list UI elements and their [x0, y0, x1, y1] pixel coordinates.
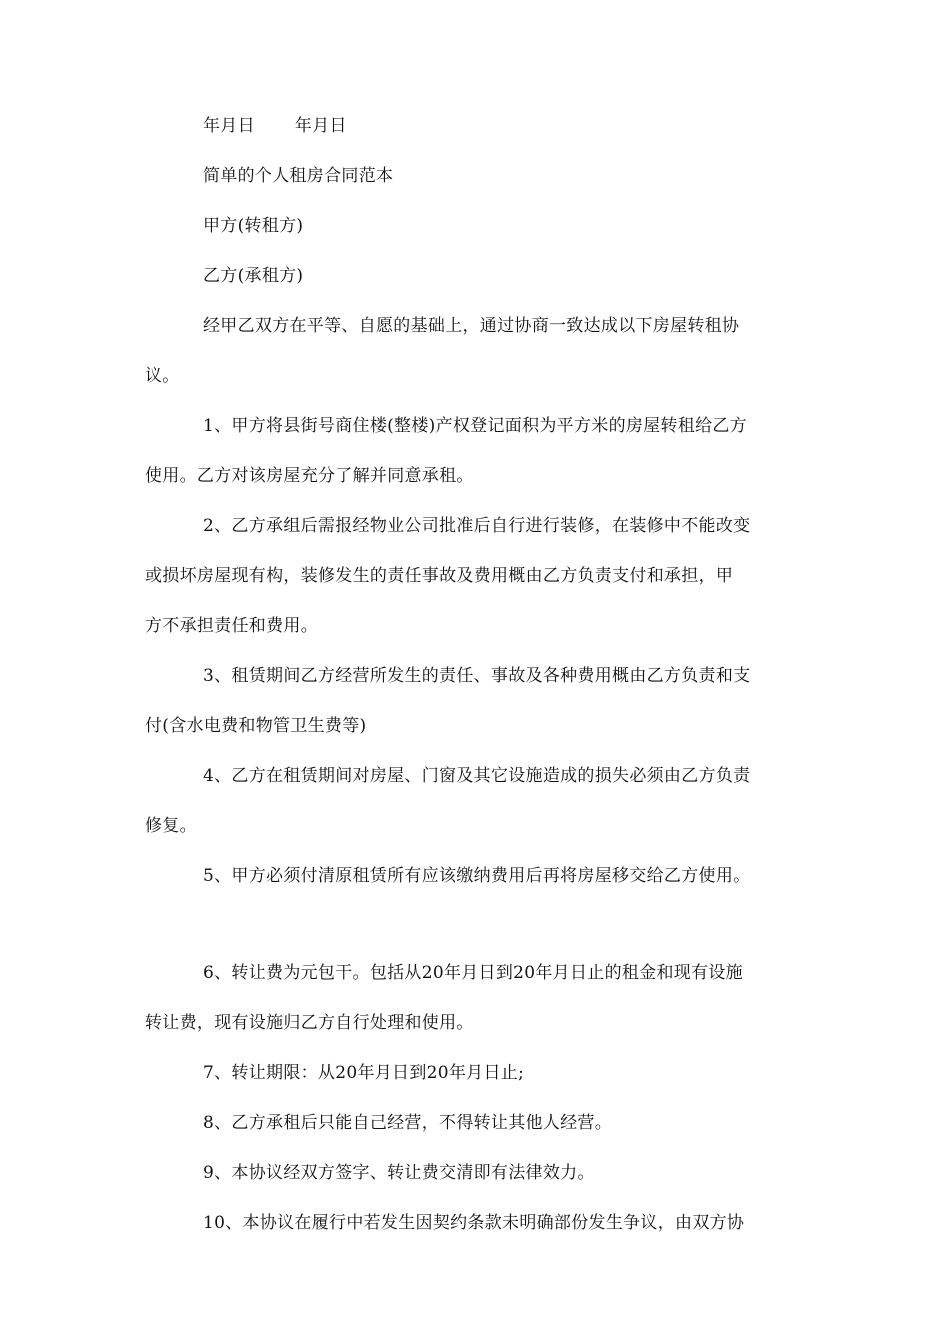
clause-8-line-1: 8、乙方承租后只能自己经营，不得转让其他人经营。: [203, 1113, 613, 1133]
date-left: 年月日: [203, 116, 255, 136]
clause-2-line-3: 方不承担责任和费用。: [145, 616, 318, 636]
party-b: 乙方(承租方): [203, 266, 304, 286]
date-right: 年月日: [294, 116, 347, 136]
document-title: 简单的个人租房合同范本: [203, 166, 394, 186]
clause-7-line-1: 7、转让期限：从20年月日到20年月日止;: [203, 1063, 525, 1083]
intro-line-1: 经甲乙双方在平等、自愿的基础上，通过协商一致达成以下房屋转租协: [203, 316, 740, 336]
party-a: 甲方(转租方): [203, 216, 304, 236]
clause-2-line-1: 2、乙方承组后需报经物业公司批准后自行进行装修，在装修中不能改变: [203, 516, 751, 536]
clause-3-line-1: 3、租赁期间乙方经营所发生的责任、事故及各种费用概由乙方负责和支: [203, 666, 751, 686]
clause-6-line-1: 6、转让费为元包干。包括从20年月日到20年月日止的租金和现有设施: [203, 963, 743, 983]
clause-2-line-2: 或损坏房屋现有构，装修发生的责任事故及费用概由乙方负责支付和承担，甲: [145, 566, 734, 586]
clause-6-line-2: 转让费，现有设施归乙方自行处理和使用。: [145, 1013, 474, 1033]
intro-line-2: 议。: [145, 366, 180, 386]
clause-1-line-1: 1、甲方将县街号商住楼(整楼)产权登记面积为平方米的房屋转租给乙方: [203, 416, 747, 436]
clause-1-line-2: 使用。乙方对该房屋充分了解并同意承租。: [145, 466, 474, 486]
clause-4-line-2: 修复。: [145, 816, 197, 836]
clause-4-line-1: 4、乙方在租赁期间对房屋、门窗及其它设施造成的损失必须由乙方负责: [203, 766, 751, 786]
clause-3-line-2: 付(含水电费和物管卫生费等): [145, 716, 367, 736]
clause-9-line-1: 9、本协议经双方签字、转让费交清即有法律效力。: [203, 1163, 595, 1183]
clause-5-line-1: 5、甲方必须付清原租赁所有应该缴纳费用后再将房屋移交给乙方使用。: [203, 866, 751, 886]
date-line: [203, 114, 347, 138]
clause-10-line-1: 10、本协议在履行中若发生因契约条款未明确部份发生争议，由双方协: [203, 1213, 745, 1233]
